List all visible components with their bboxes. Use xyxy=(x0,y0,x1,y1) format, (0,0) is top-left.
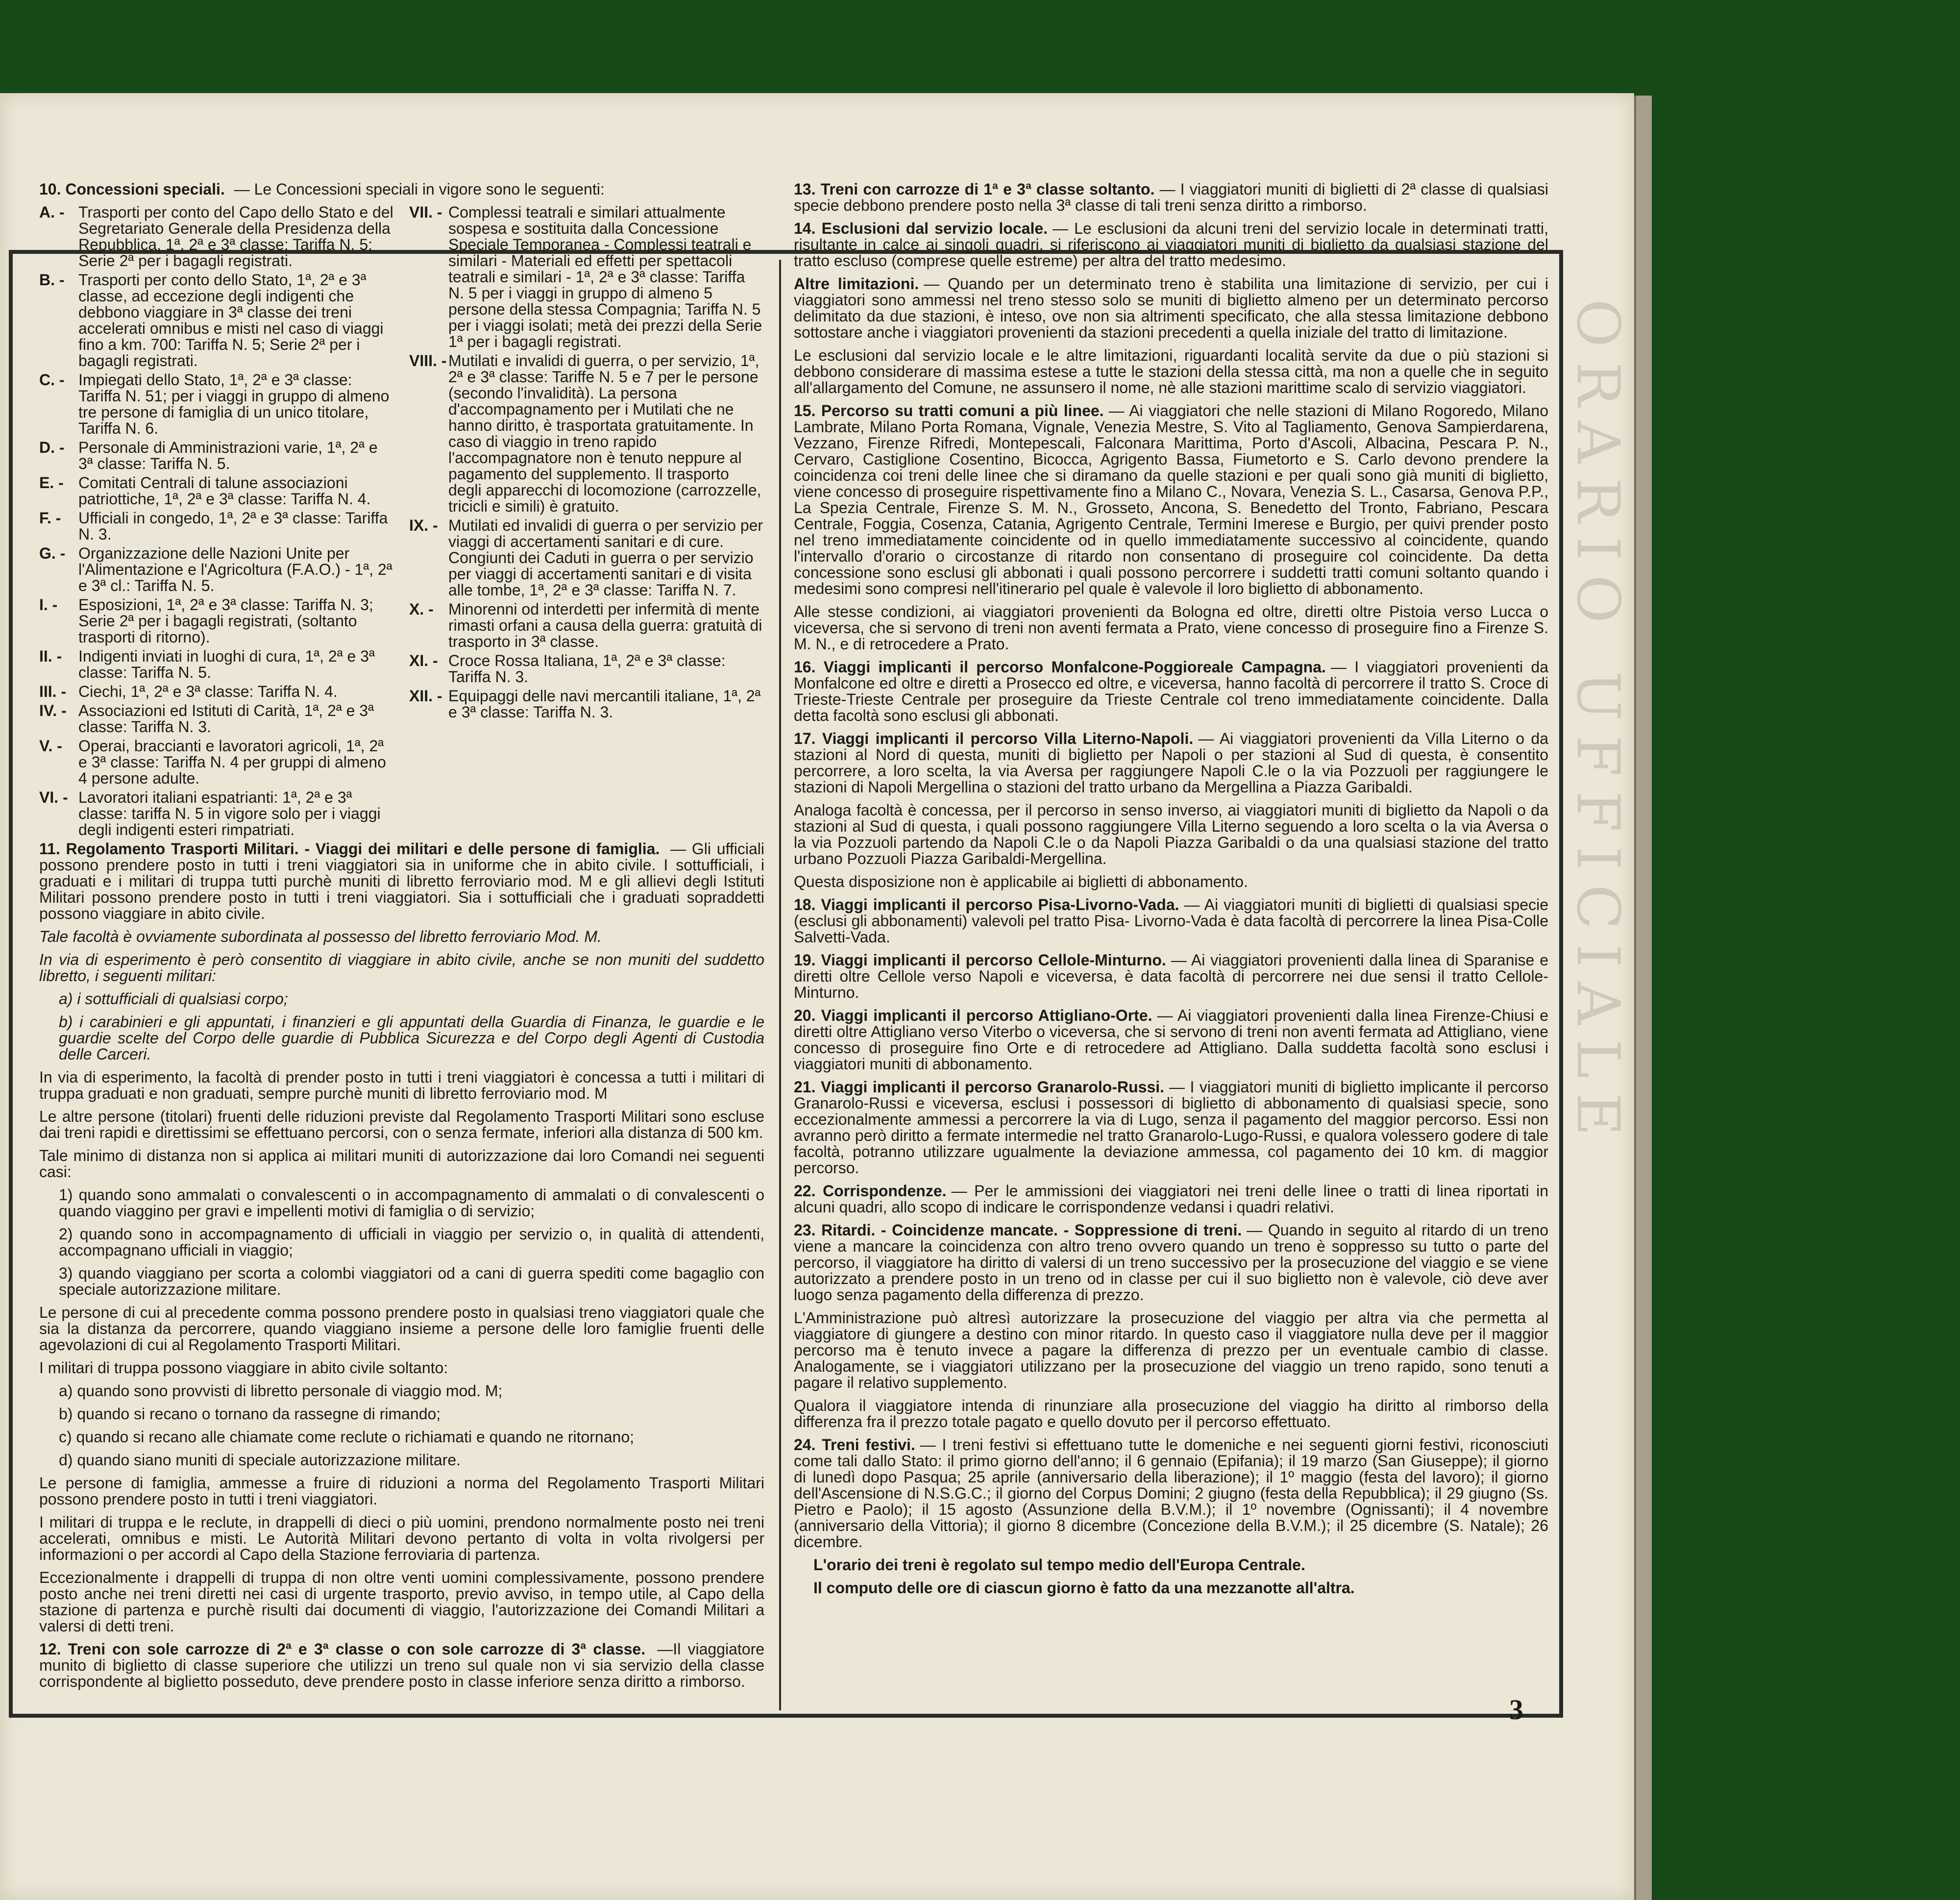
section-11-d4: d) quando siano muniti di speciale autorizzazione militare. xyxy=(59,1451,461,1469)
section-23 xyxy=(794,1222,1548,1303)
concession-item xyxy=(39,703,394,735)
section-12 xyxy=(39,1641,764,1690)
concession-item-text: Lavoratori italiani espatrianti: 1ª, 2ª e 3ª classe: tariffa N. 5 in vigore solo per i viaggi degli indigenti esteri rimpatriati. xyxy=(78,789,381,839)
section-11-p8: I militari di truppa possono viaggiare in abito civile soltanto: xyxy=(39,1359,448,1377)
section-16-title: 16. Viaggi implicanti il percorso Monfalcone-Poggioreale Campagna. xyxy=(794,658,1326,676)
section-14-title: 14. Esclusioni dal servizio locale. xyxy=(794,220,1048,237)
column-divider xyxy=(779,260,781,1710)
section-16 xyxy=(794,659,1548,724)
concession-item-key: V. - xyxy=(39,737,62,755)
concession-item xyxy=(39,790,394,838)
concession-item-text: Croce Rossa Italiana, 1ª, 2ª e 3ª classe: Tariffa N. 3. xyxy=(448,652,726,686)
section-16-text: — I viaggiatori provenienti da Monfalcone ed oltre e diretti a Prosecco ed oltre, e viceversa, hanno facoltà di percorrere il tratto S. Croce di Trieste-Trieste Centrale per proseguire da Trieste Centrale col treno immediatamente coincidente. Dalla detta facoltà sono esclusi gli abbonati. xyxy=(794,658,1549,724)
section-11-c1: 1) quando sono ammalati o convalescenti o in accompagnamento di ammalati o di convalescenti o quando viaggino per gravi e impellenti motivi di famiglia o di servizio; xyxy=(59,1186,764,1220)
section-23c: Qualora il viaggiatore intenda di rinunziare alla prosecuzione del viaggio ha diritto al rimborso della differenza fra il prezzo totale pagato e quello dovuto per il percorso effettuato. xyxy=(794,1397,1548,1431)
concession-item-key: III. - xyxy=(39,683,67,700)
section-11-d1: a) quando sono provvisti di libretto personale di viaggio mod. M; xyxy=(59,1382,503,1400)
section-24 xyxy=(794,1437,1548,1550)
concession-item xyxy=(409,601,764,650)
concession-item-text: Impiegati dello Stato, 1ª, 2ª e 3ª classe: Tariffa N. 51; per i viaggi in gruppo di almeno tre persone di famiglia di un unico titolare, Tariffa N. 6. xyxy=(78,371,390,437)
concession-item xyxy=(409,204,764,350)
concession-item-key: I. - xyxy=(39,596,58,614)
section-12-text: —Il viaggiatore munito di biglietto di classe superiore che utilizzi un treno sul quale non vi sia servizio della classe corrispondente al biglietto posseduto, deve prendere posto in classe inferiore senza diritto a rimborso. xyxy=(39,1640,765,1690)
concession-item-text: Comitati Centrali di talune associazioni patriottiche, 1ª, 2ª e 3ª classe: Tariffa N. 4. xyxy=(78,474,371,508)
concession-item-key: X. - xyxy=(409,600,434,618)
section-17 xyxy=(794,731,1548,795)
section-14-text: — Le esclusioni da alcuni treni del servizio locale in determinati tratti, risultante in calce ai singoli quadri, si riferiscono ai viaggiatori muniti di biglietto da qualsiasi stazione del tratto escluso (comprese quelle estreme) per altra del tratto medesimo. xyxy=(794,220,1549,270)
section-17c: Questa disposizione non è applicabile ai biglietti di abbonamento. xyxy=(794,873,1248,890)
concession-item-text: Mutilati ed invalidi di guerra o per servizio per viaggi di accertamenti sanitari e di cure. Congiunti dei Caduti in guerra o per servizio per viaggi di accertamenti sanitari e di visita alle tombe, 1ª, 2ª e 3ª classe: Tariffa N. 7. xyxy=(448,517,763,599)
section-11-d3: c) quando si recano alle chiamate come reclute o richiamati e quando ne ritornano; xyxy=(59,1428,634,1446)
section-19 xyxy=(794,952,1548,1001)
concession-item xyxy=(39,738,394,787)
section-22 xyxy=(794,1183,1548,1215)
section-11-a: a) i sottufficiali di qualsiasi corpo; xyxy=(59,990,288,1008)
concession-item-key: VIII. - xyxy=(409,352,447,370)
section-17-text: — Ai viaggiatori provenienti da Villa Literno o da stazioni al Nord di questa, muniti di biglietto per Napoli o per stazioni al Sud di questa, è consentito percorrere, a loro scelta, la via Aversa per raggiungere Napoli C.le o la via Pozzuoli per raggiungere le stazioni di Napoli Mergellina o stazioni del tratto urbano da Mergellina a Piazza Garibaldi. xyxy=(794,730,1549,796)
concession-item xyxy=(409,688,764,720)
section-11-p9: Le persone di famiglia, ammesse a fruire di riduzioni a norma del Regolamento Trasporti Militari possono prendere posto in tutti i treni viaggiatori. xyxy=(39,1474,764,1508)
section-15-title: 15. Percorso su tratti comuni a più linee. xyxy=(794,402,1104,419)
section-11-p11: Eccezionalmente i drappelli di truppa di non oltre venti uomini complessivamente, possono prendere posto anche nei treni diretti nei casi di urgente trasporto, previo avviso, in tempo utile, al Capo della stazione di partenza e purchè risulti dai documenti di viaggio, l'autorizzazione dei Comandi Militari a valersi di detti treni. xyxy=(39,1569,764,1635)
section-10-intro: — Le Concessioni speciali in vigore sono le seguenti: xyxy=(234,180,605,198)
section-11-p3: In via di esperimento è però consentito di viaggiare in abito civile, anche se non muniti del suddetto libretto, i seguenti militari: xyxy=(39,951,764,985)
concession-item xyxy=(39,510,394,543)
concession-item-key: C. - xyxy=(39,371,65,389)
concession-item-key: F. - xyxy=(39,509,61,527)
concession-item xyxy=(409,518,764,598)
concession-item xyxy=(39,648,394,681)
section-14b xyxy=(794,276,1548,341)
bleed-through-text: ORARIO UFFICIALE xyxy=(1564,299,1632,1151)
page-number: 3 xyxy=(1509,1694,1523,1726)
concession-item-text: Equipaggi delle navi mercantili italiane, 1ª, 2ª e 3ª classe: Tariffa N. 3. xyxy=(448,687,761,721)
section-11-p1: — Gli ufficiali possono prendere posto in tutti i treni viaggiatori sia in uniforme che in abito civile. I sottufficiali, i graduati e i militari di truppa tutti purchè muniti di libretto ferroviario mod. M e gli allievi degli Istituti Militari possono prendere posto in tutti i treni viaggiatori. Sia i sottufficiali che i graduati sopraddetti possono viaggiare in abito civile. xyxy=(39,840,765,922)
section-14c: Le esclusioni dal servizio locale e le altre limitazioni, riguardanti località servite da due o più stazioni si debbono considerare di massima estese a tutte le stazioni della stessa città, ma non a quelle che in seguito all'allargamento del Comune, ne assunsero il nome, nè alle stazioni marittime scalo di servizio viaggiatori. xyxy=(794,346,1548,396)
section-23b: L'Amministrazione può altresì autorizzare la prosecuzione del viaggio per altra via che permetta al viaggiatore di giungere a destino con minor ritardo. In questo caso il viaggiatore nulla deve per il maggior percorso ma è tenuto invece a pagare la differenza di prezzo per un eventuale cambio di classe. Analogamente, se i viaggiatori utilizzano per la prosecuzione del viaggio un treno rapido, sono tenuti a pagare il relativo supplemento. xyxy=(794,1309,1548,1391)
concession-item-key: VI. - xyxy=(39,789,68,806)
concession-item xyxy=(409,353,764,515)
section-11-title: 11. Regolamento Trasporti Militari. - Viaggi dei militari e delle persone di famiglia. xyxy=(39,840,660,858)
section-15-text: — Ai viaggiatori che nelle stazioni di Milano Rogoredo, Milano Lambrate, Milano Porta Romana, Vignale, Venezia Mestre, S. Vito al Tagliamento, Genova Sampierdarena, Vezzano, Firenze Rifredi, Montepescali, Falconara Marittima, Porto d'Ascoli, Albacina, Pescara P. N., Cervaro, Castiglione Cosentino, Bicocca, Agrigento Bassa, Fiumetorto e S. Carlo devono prendere la coincidenza coi treni delle linee che si diramano da quelle stazioni e per quali sono già muniti di biglietto, viene concesso di proseguire rispettivamente fino a Milano C., Novara, Venezia S. L., Casarsa, Genova P.P., La Spezia Centrale, Firenze S. M. N., Grosseto, Ancona, S. Benedetto del Tronto, Fabriano, Pescara Centrale, Foggia, Cosenza, Catania, Agrigento Centrale, Termini Imerese e Burgio, per quivi prender posto nel treno immediatamente coincidente od in quello immediatamente successivo al coincidente, quando l'intervallo d'orario o circostanze di ritardo non consentano di proseguire col coincidente. Da detta concessione sono esclusi gli abbonati i quali possono percorrere i suddetti tratti comuni soltanto quando i medesimi sono compresi nell'itinerario pel quale è valevole il loro biglietto di abbonamento. xyxy=(794,402,1549,597)
section-17-title: 17. Viaggi implicanti il percorso Villa Literno-Napoli. xyxy=(794,730,1194,747)
concession-item-key: G. - xyxy=(39,544,66,562)
section-12-title: 12. Treni con sole carrozze di 2ª e 3ª classe o con sole carrozze di 3ª classe. xyxy=(39,1640,646,1658)
section-11-p2: Tale facoltà è ovviamente subordinata al possesso del libretto ferroviario Mod. M. xyxy=(39,928,602,945)
section-21-title: 21. Viaggi implicanti il percorso Granarolo-Russi. xyxy=(794,1078,1165,1096)
section-18-text: — Ai viaggiatori muniti di biglietti di qualsiasi specie (esclusi gli abbonamenti) valevoli pel tratto Pisa- Livorno-Vada è data facoltà di percorrere la linea Pisa-Colle Salvetti-Vada. xyxy=(794,896,1548,946)
concessions-list-right xyxy=(409,204,764,841)
concession-item-text: Trasporti per conto del Capo dello Stato e del Segretariato Generale della Presidenza della Repubblica, 1ª, 2ª e 3ª classe: Tariffa N. 5; Serie 2ª per i bagagli registrati. xyxy=(78,203,393,270)
left-column xyxy=(39,181,764,1697)
section-19-title: 19. Viaggi implicanti il percorso Cellole-Minturno. xyxy=(794,951,1166,969)
concession-item xyxy=(39,545,394,594)
concession-item-text: Trasporti per conto dello Stato, 1ª, 2ª e 3ª classe, ad eccezione degli indigenti che debbono viaggiare in 3ª classe dei treni accelerati omnibus e misti nel caso di viaggi fino a km. 700: Tariffa N. 5; Serie 2ª per i bagagli registrati. xyxy=(78,271,384,370)
section-11-p4: In via di esperimento, la facoltà di prender posto in tutti i treni viaggiatori è concessa a tutti i militari di truppa graduati e non graduati, sempre purchè muniti di libretto ferroviario mod. M xyxy=(39,1068,764,1102)
section-20-text: — Ai viaggiatori provenienti dalla linea Firenze-Chiusi e diretti oltre Attigliano verso Viterbo o viceversa, che si servono di treni non aventi fermata ad Attigliano, viene concesso di proseguire fino Orte e di retrocedere ad Attigliano. Dalla suddetta facoltà sono esclusi i viaggiatori muniti di abbonamento. xyxy=(794,1007,1549,1073)
section-23-title: 23. Ritardi. - Coincidenze mancate. - Soppressione di treni. xyxy=(794,1221,1242,1239)
right-column xyxy=(794,181,1548,1603)
concession-item-key: B. - xyxy=(39,271,65,289)
concession-item-key: D. - xyxy=(39,439,65,456)
concession-item xyxy=(39,272,394,369)
section-22-title: 22. Corrispondenze. xyxy=(794,1182,947,1200)
concession-item-text: Indigenti inviati in luoghi di cura, 1ª, 2ª e 3ª classe: Tariffa N. 5. xyxy=(78,647,375,681)
concession-item xyxy=(39,475,394,507)
concession-item-text: Associazioni ed Istituti di Carità, 1ª, 2ª e 3ª classe: Tariffa N. 3. xyxy=(78,702,374,736)
concession-item-key: XII. - xyxy=(409,687,442,705)
section-24-title: 24. Treni festivi. xyxy=(794,1436,915,1454)
concession-item-key: IV. - xyxy=(39,702,67,719)
section-14 xyxy=(794,221,1548,269)
section-21-text: — I viaggiatori muniti di biglietto implicante il percorso Granarolo-Russi e viceversa, esclusi i possessori di biglietto di abbonamento di qualsiasi specie, sono eccezionalmente ammessi a percorrere la via di Lugo, senza il pagamento del maggior percorso. Essi non avranno però diritto a fermate intermedie nel tratto Granarolo-Lugo-Russi, e qualora volessero godere di tale facoltà, potranno utilizzare ugualmente la deviazione ammessa, col pagamento dei 10 km. di maggior percorso. xyxy=(794,1078,1548,1177)
section-19-text: — Ai viaggiatori provenienti dalla linea di Sparanise e diretti oltre Cellole verso Napoli e viceversa, è data facoltà di percorrere nei due sensi il tratto Cellole-Minturno. xyxy=(794,951,1548,1001)
concession-item-key: A. - xyxy=(39,203,65,221)
section-13 xyxy=(794,181,1548,214)
section-15 xyxy=(794,403,1548,597)
section-13-title: 13. Treni con carrozze di 1ª e 3ª classe soltanto. xyxy=(794,180,1155,198)
section-18-title: 18. Viaggi implicanti il percorso Pisa-Livorno-Vada. xyxy=(794,896,1179,913)
concession-item xyxy=(39,204,394,269)
section-14b-text: — Quando per un determinato treno è stabilita una limitazione di servizio, per cui i viaggiatori sono ammessi nel treno stesso solo se muniti di biglietto almeno per un determinato percorso delimitato da due stazioni, è inteso, ove non sia altrimenti specificato, che alla stessa limitazione debbono sottostare anche i viaggiatori provenienti da stazioni precedenti a quella iniziale del tratto di limitazione. xyxy=(794,275,1549,341)
concessions-list-left xyxy=(39,204,394,841)
section-11 xyxy=(39,841,764,922)
section-15b: Alle stesse condizioni, ai viaggiatori provenienti da Bologna ed oltre, diretti oltre Pistoia verso Lucca o viceversa, che si servono di treni non aventi fermata a Prato, viene concesso di proseguire fino a Firenze S. M. N., e di retrocedere a Prato. xyxy=(794,603,1548,653)
concession-item-text: Ufficiali in congedo, 1ª, 2ª e 3ª classe: Tariffa N. 3. xyxy=(78,509,388,543)
section-10 xyxy=(39,181,764,197)
concession-item-text: Complessi teatrali e similari attualmente sospesa e sostituita dalla Concessione Speciale Temporanea - Complessi teatrali e similari - Materiali ed effetti per spettacoli teatrali e similari - 1ª, 2ª e 3ª classe: Tariffa N. 5 per i viaggi in gruppo di almeno 5 persone della stessa Compagnia; Tariffa N. 5 per i viaggi isolati; metà dei prezzi della Serie 1ª per i bagagli registrati. xyxy=(448,203,762,350)
section-11-c2: 2) quando sono in accompagnamento di ufficiali in viaggio per servizio o, in qualità di attendenti, accompagnano ufficiali in viaggio; xyxy=(59,1225,764,1259)
concession-item-text: Organizzazione delle Nazioni Unite per l'Alimentazione e l'Agricoltura (F.A.O.) - 1ª, 2ª e 3ª cl.: Tariffa N. 5. xyxy=(78,544,392,594)
concession-item-key: II. - xyxy=(39,647,62,665)
concession-item-text: Esposizioni, 1ª, 2ª e 3ª classe: Tariffa N. 3; Serie 2ª per i bagagli registrati, (soltanto trasporti di ritorno). xyxy=(78,596,373,646)
final-note-2: Il computo delle ore di ciascun giorno è fatto da una mezzanotte all'altra. xyxy=(813,1579,1355,1597)
section-10-title: 10. Concessioni speciali. xyxy=(39,180,225,198)
concession-item-key: VII. - xyxy=(409,203,442,221)
section-20-title: 20. Viaggi implicanti il percorso Attigliano-Orte. xyxy=(794,1007,1152,1024)
concession-item xyxy=(39,440,394,472)
section-24-text: — I treni festivi si effettuano tutte le domeniche e nei seguenti giorni festivi, riconosciuti come tali dallo Stato: il primo giorno dell'anno; il 6 gennaio (Epifania); il 19 marzo (San Giuseppe); il giorno di lunedì dopo Pasqua; 25 aprile (anniversario della liberazione); il 1º maggio (festa del lavoro); il giorno dell'Ascensione di N.S.G.C.; il giorno del Corpus Domini; 2 giugno (festa della Repubblica); il 29 giugno (Ss. Pietro e Paolo); il 15 agosto (Assunzione della B.V.M.); il 1º novembre (Ognissanti); il 4 novembre (anniversario della Vittoria); il giorno 8 dicembre (Concezione della B.V.M.); il 25 dicembre (S. Natale); 26 dicembre. xyxy=(794,1436,1549,1551)
section-11-b: b) i carabinieri e gli appuntati, i finanzieri e gli appuntati della Guardia di Finanza, le guardie e le guardie scelte del Corpo delle guardie di Pubblica Sicurezza e del Corpo degli Agenti di Custodia delle Carceri. xyxy=(59,1013,764,1063)
concession-item xyxy=(39,597,394,645)
page-stack-edge xyxy=(1634,96,1652,1900)
concession-item xyxy=(409,653,764,685)
section-13-text: — I viaggiatori muniti di biglietti di 2ª classe di qualsiasi specie debbono prendere posto nella 3ª classe di tali treni senza diritto a rimborso. xyxy=(794,180,1549,214)
section-20 xyxy=(794,1008,1548,1072)
concession-item-key: E. - xyxy=(39,474,64,492)
concession-item-text: Personale di Amministrazioni varie, 1ª, 2ª e 3ª classe: Tariffa N. 5. xyxy=(78,439,378,472)
concession-item xyxy=(39,372,394,437)
concession-item-text: Minorenni od interdetti per infermità di mente rimasti orfani a causa della guerra: gratuità di trasporto in 3ª classe. xyxy=(448,600,762,650)
section-11-p5: Le altre persone (titolari) fruenti delle riduzioni previste dal Regolamento Trasporti Militari sono escluse dai treni rapidi e direttissimi se effettuano percorsi, con o senza fermate, inferiori alla distanza di 500 km. xyxy=(39,1108,764,1141)
section-18 xyxy=(794,897,1548,945)
section-21 xyxy=(794,1079,1548,1176)
concession-item-text: Ciechi, 1ª, 2ª e 3ª classe: Tariffa N. 4. xyxy=(78,683,338,700)
section-14b-title: Altre limitazioni. xyxy=(794,275,919,293)
concession-item xyxy=(39,684,394,700)
final-note-1: L'orario dei treni è regolato sul tempo medio dell'Europa Centrale. xyxy=(813,1556,1305,1574)
concessions-list xyxy=(39,204,764,841)
concession-item-text: Operai, braccianti e lavoratori agricoli, 1ª, 2ª e 3ª classe: Tariffa N. 4 per gruppi di almeno 4 persone adulte. xyxy=(78,737,386,787)
section-11-p10: I militari di truppa e le reclute, in drappelli di dieci o più uomini, prendono normalmente posto nei treni accelerati, omnibus e misti. Le Autorità Militari devono pertanto di volta in volta rivolgersi per informazioni o per accordi al Capo della Stazione ferroviaria di partenza. xyxy=(39,1513,764,1563)
section-11-p6: Tale minimo di distanza non si applica ai militari muniti di autorizzazione dai loro Comandi nei seguenti casi: xyxy=(39,1147,764,1181)
concession-item-key: IX. - xyxy=(409,517,438,534)
section-23-text: — Quando in seguito al ritardo di un treno viene a mancare la coincidenza con altro treno ovvero quando un treno è soppresso su tutto o parte del percorso, il viaggiatore ha diritto di valersi di un treno successivo per la prosecuzione del viaggio e se viene autorizzato a prendere posto in un treno od in classe per cui il suo biglietto non è valevole, ciò deve aver luogo senza pagamento della differenza di prezzo. xyxy=(794,1221,1548,1304)
section-17b: Analoga facoltà è concessa, per il percorso in senso inverso, ai viaggiatori muniti di biglietto da Napoli o da stazioni al Sud di questa, i quali possono raggiungere Villa Literno seguendo a loro scelta o la via Aversa o la via Pozzuoli partendo da Napoli C.le o da Napoli Piazza Garibaldi o da una qualsiasi stazione del tratto urbano Pozzuoli Piazza Garibaldi-Mergellina. xyxy=(794,801,1548,867)
section-22-text: — Per le ammissioni dei viaggiatori nei treni delle linee o tratti di linea riportati in alcuni quadri, allo scopo di indicare le corrispondenze vedansi i quadri relativi. xyxy=(794,1182,1549,1216)
section-11-c3: 3) quando viaggiano per scorta a colombi viaggiatori od a cani di guerra spediti come bagaglio con speciale autorizzazione militare. xyxy=(59,1264,764,1298)
concession-item-key: XI. - xyxy=(409,652,438,669)
section-11-d2: b) quando si recano o tornano da rassegne di rimando; xyxy=(59,1405,441,1423)
concession-item-text: Mutilati e invalidi di guerra, o per servizio, 1ª, 2ª e 3ª classe: Tariffe N. 5 e 7 per le persone (secondo l'invalidità). La persona d'accompagnamento per i Mutilati che ne hanno diritto, è trasportata gratuitamente. In caso di viaggio in treno rapido l'accompagnatore non è tenuto neppure al pagamento del supplemento. Il trasporto degli apparecchi di locomozione (carrozzelle, tricicli e simili) è gratuito. xyxy=(448,352,761,515)
section-11-p7: Le persone di cui al precedente comma possono prendere posto in qualsiasi treno viaggiatori quale che sia la distanza da percorrere, quando viaggiano insieme a persone delle loro famiglie fruenti delle agevolazioni di cui al Regolamento Trasporti Militari. xyxy=(39,1304,764,1354)
